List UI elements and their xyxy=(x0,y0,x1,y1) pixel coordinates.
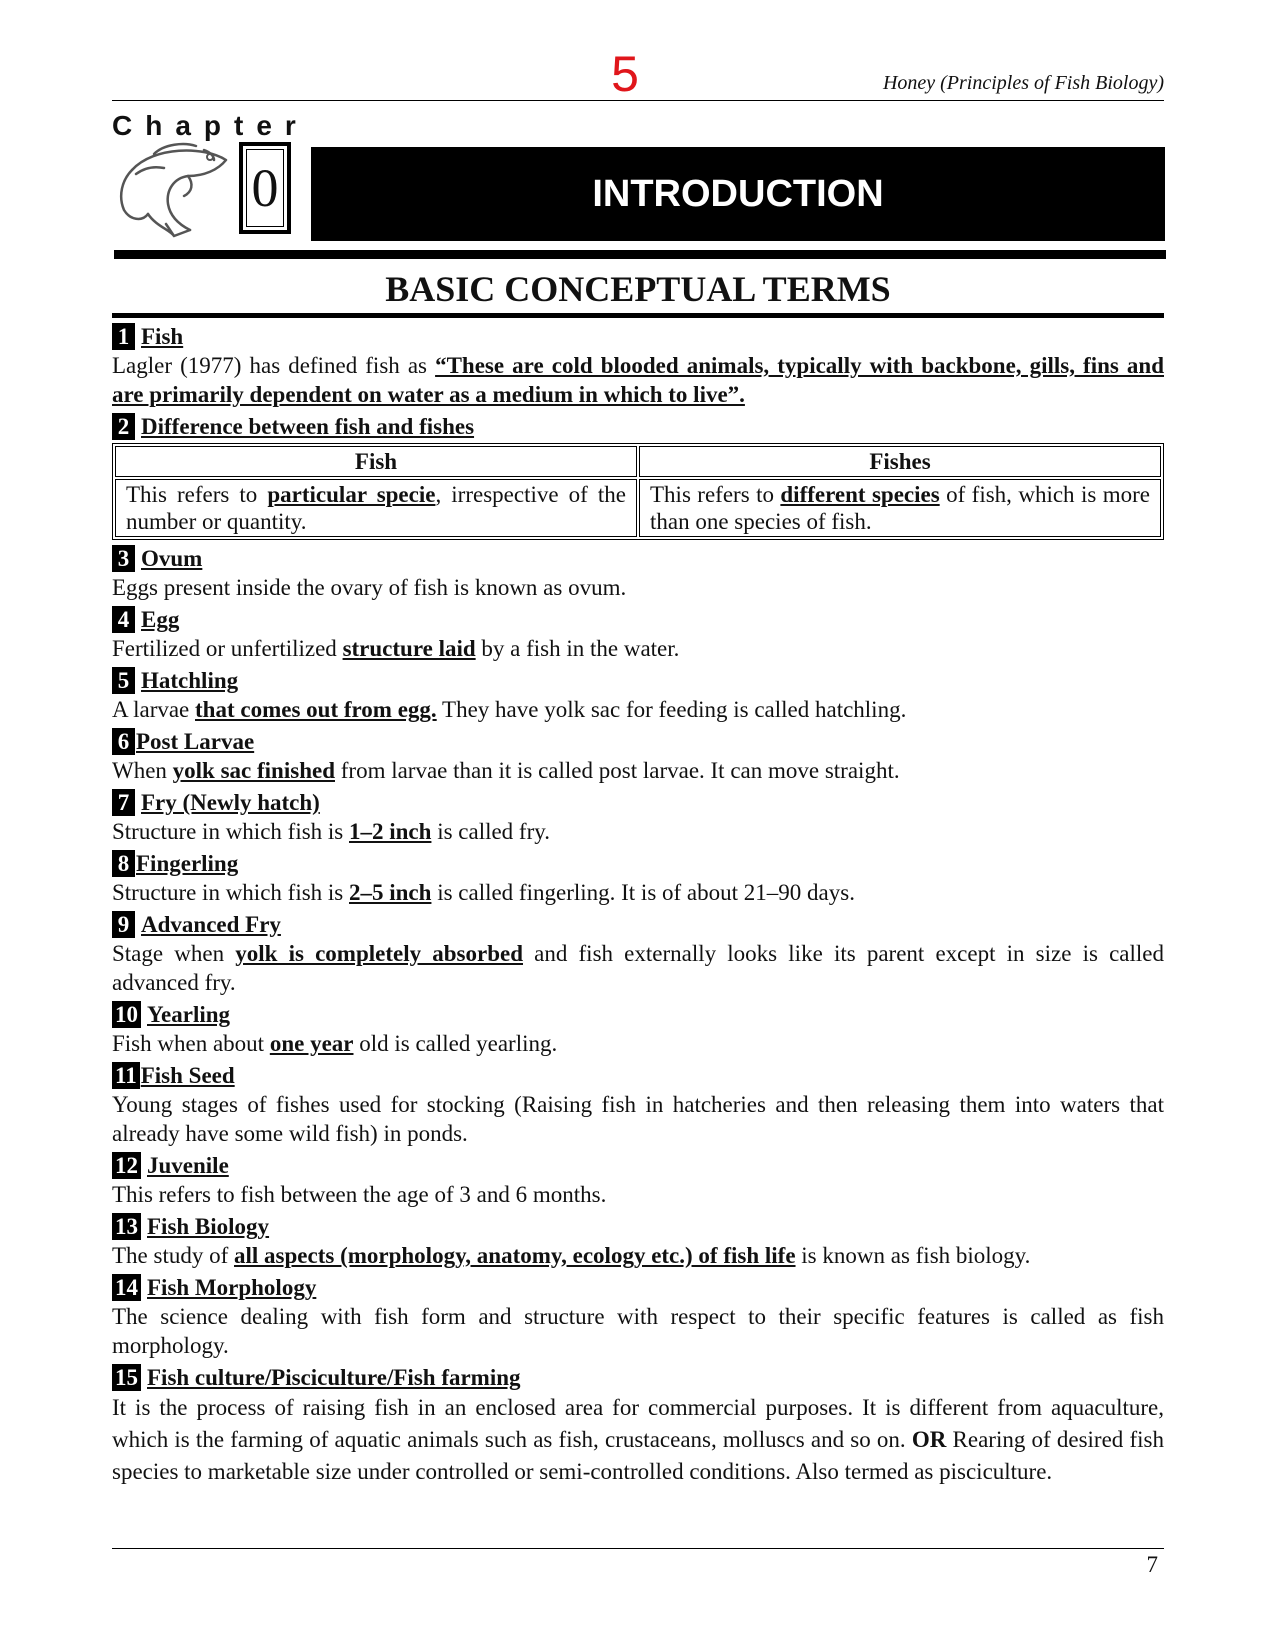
page-number: 7 xyxy=(1146,1552,1158,1577)
term-title: Fry (Newly hatch) xyxy=(141,790,320,815)
cell-emphasis: particular specie xyxy=(267,482,436,507)
definition-text: It is the process of raising fish in an enclosed area for commercial purposes. It is different from aquaculture, which is the farming of aquatic animals such as fish, crustaceans, molluscs and so on. xyxy=(112,1395,1164,1452)
footer-rule xyxy=(112,1548,1164,1549)
cell-text: , irrespective of the number or quantity. xyxy=(126,482,626,534)
definition-text: Fertilized or unfertilized xyxy=(112,636,343,661)
term-title: Advanced Fry xyxy=(141,912,281,937)
definition-text: Structure in which fish is xyxy=(112,819,349,844)
definition-emphasis: one year xyxy=(269,1031,354,1056)
running-head: Honey (Principles of Fish Biology) xyxy=(882,72,1164,94)
term-heading xyxy=(112,322,1164,351)
term-title: Hatchling xyxy=(141,668,239,693)
term-definition xyxy=(112,695,1164,724)
term-number: 2 xyxy=(112,413,135,440)
term-number: 4 xyxy=(112,606,135,633)
term-title: Fish Seed xyxy=(140,1063,235,1088)
term-number: 12 xyxy=(112,1152,141,1179)
term-definition xyxy=(112,878,1164,907)
table-row xyxy=(115,479,1161,537)
term-definition xyxy=(112,1029,1164,1058)
definition-emphasis: structure laid xyxy=(342,636,476,661)
term-heading xyxy=(112,1061,1164,1090)
definition-text: The study of xyxy=(112,1243,235,1268)
term-heading xyxy=(112,849,1164,878)
term-title: Fingerling xyxy=(136,851,239,876)
definition-text: Fish when about xyxy=(112,1031,270,1056)
cell-text: This refers to xyxy=(126,482,268,507)
definition-text: Stage when xyxy=(112,941,236,966)
definition-emphasis: all aspects (morphology, anatomy, ecology etc.) of fish life xyxy=(234,1243,796,1268)
main-title: BASIC CONCEPTUAL TERMS xyxy=(385,269,891,309)
term-heading xyxy=(112,666,1164,695)
term-number: 14 xyxy=(112,1274,141,1301)
term-heading xyxy=(112,788,1164,817)
definition-text: is called fingerling. It is of about 21–90 days. xyxy=(431,880,855,905)
term-title: Ovum xyxy=(141,546,203,571)
term-number: 5 xyxy=(112,667,135,694)
term-number: 9 xyxy=(112,911,135,938)
definition-emphasis: that comes out from egg. xyxy=(195,697,437,722)
definition-emphasis: 2–5 inch xyxy=(349,880,432,905)
fish-icon xyxy=(114,140,234,240)
difference-table xyxy=(112,443,1164,540)
definition-text: Rearing of desired fish species to marketable size under controlled or semi-controlled conditions. Also termed as pisciculture. xyxy=(112,1427,1164,1484)
term-title: Post Larvae xyxy=(136,729,255,754)
cell-text: of fish, which is more than one species of fish. xyxy=(650,482,1150,534)
table-header-fishes: Fishes xyxy=(639,446,1161,477)
chapter-number-box xyxy=(239,142,291,234)
definition-emphasis: 1–2 inch xyxy=(349,819,432,844)
table-cell-fishes xyxy=(639,479,1161,537)
term-number: 6 xyxy=(112,728,135,755)
definition-text: Lagler (1977) has defined fish as xyxy=(112,353,436,378)
term-heading xyxy=(112,412,1164,441)
definition-text: A larvae xyxy=(112,697,196,722)
term-definition xyxy=(112,1392,1164,1488)
term-title: Fish Morphology xyxy=(147,1275,317,1300)
term-definition xyxy=(112,351,1164,409)
cell-emphasis: different species xyxy=(780,482,940,507)
definition-text: When xyxy=(112,758,173,783)
term-number: 3 xyxy=(112,545,135,572)
term-definition xyxy=(112,939,1164,997)
term-number: 8 xyxy=(112,850,135,877)
term-title: Fish xyxy=(141,324,184,349)
term-definition xyxy=(112,1241,1164,1270)
term-heading xyxy=(112,544,1164,573)
chapter-title: INTRODUCTION xyxy=(592,172,884,215)
definition-text: They have yolk sac for feeding is called hatchling. xyxy=(436,697,907,722)
term-definition: Young stages of fishes used for stocking (Raising fish in hatcheries and then releasing them into waters that already have some wild fish) in ponds. xyxy=(112,1092,1164,1146)
definition-emphasis: yolk is completely absorbed xyxy=(235,941,523,966)
term-number: 1 xyxy=(112,323,135,350)
chapter-rule xyxy=(114,250,1166,259)
definition-text: from larvae than it is called post larvae. It can move straight. xyxy=(335,758,900,783)
term-title: Difference between fish and fishes xyxy=(141,414,475,439)
chapter-label: Chapter xyxy=(112,110,309,141)
term-heading xyxy=(112,1000,1164,1029)
table-header-row xyxy=(115,446,1161,477)
term-heading xyxy=(112,727,1164,756)
table-cell-fish xyxy=(115,479,637,537)
term-definition: Eggs present inside the ovary of fish is known as ovum. xyxy=(112,575,627,600)
chapter-number: 0 xyxy=(251,158,279,218)
cell-text: This refers to xyxy=(650,482,781,507)
header-rule xyxy=(112,100,1164,101)
term-number: 7 xyxy=(112,789,135,816)
term-title: Fish Biology xyxy=(147,1214,270,1239)
term-heading xyxy=(112,1273,1164,1302)
top-page-number: 5 xyxy=(611,46,639,102)
term-definition: The science dealing with fish form and structure with respect to their specific features is called as fish morphology. xyxy=(112,1304,1164,1358)
terms-list xyxy=(112,319,1164,1488)
table-header-fish: Fish xyxy=(115,446,637,477)
definition-text: old is called yearling. xyxy=(353,1031,558,1056)
term-number: 11 xyxy=(112,1062,140,1089)
term-title: Fish culture/Pisciculture/Fish farming xyxy=(147,1365,521,1390)
term-definition xyxy=(112,634,1164,663)
term-title: Yearling xyxy=(147,1002,231,1027)
term-heading xyxy=(112,605,1164,634)
definition-emphasis: yolk sac finished xyxy=(172,758,335,783)
term-number: 15 xyxy=(112,1364,141,1391)
definition-text: by a fish in the water. xyxy=(475,636,680,661)
definition-text: is known as fish biology. xyxy=(795,1243,1031,1268)
term-definition xyxy=(112,756,1164,785)
term-number: 13 xyxy=(112,1213,141,1240)
term-title: Egg xyxy=(141,607,180,632)
title-rule xyxy=(112,313,1164,318)
term-number: 10 xyxy=(112,1001,141,1028)
definition-emphasis: “These are cold blooded animals, typically with backbone, gills, fins and are primarily dependent on water as a medium in which to live”. xyxy=(112,353,1164,407)
term-definition xyxy=(112,817,1164,846)
term-heading xyxy=(112,1363,1164,1392)
term-title: Juvenile xyxy=(147,1153,229,1178)
term-heading xyxy=(112,1212,1164,1241)
definition-text: is called fry. xyxy=(431,819,551,844)
chapter-title-bar xyxy=(311,147,1165,241)
definition-text: Structure in which fish is xyxy=(112,880,349,905)
term-heading xyxy=(112,910,1164,939)
definition-text: and fish externally looks like its parent except in size is called advanced fry. xyxy=(112,941,1164,995)
term-heading xyxy=(112,1151,1164,1180)
definition-or: OR xyxy=(911,1427,947,1452)
term-definition: This refers to fish between the age of 3 and 6 months. xyxy=(112,1182,607,1207)
